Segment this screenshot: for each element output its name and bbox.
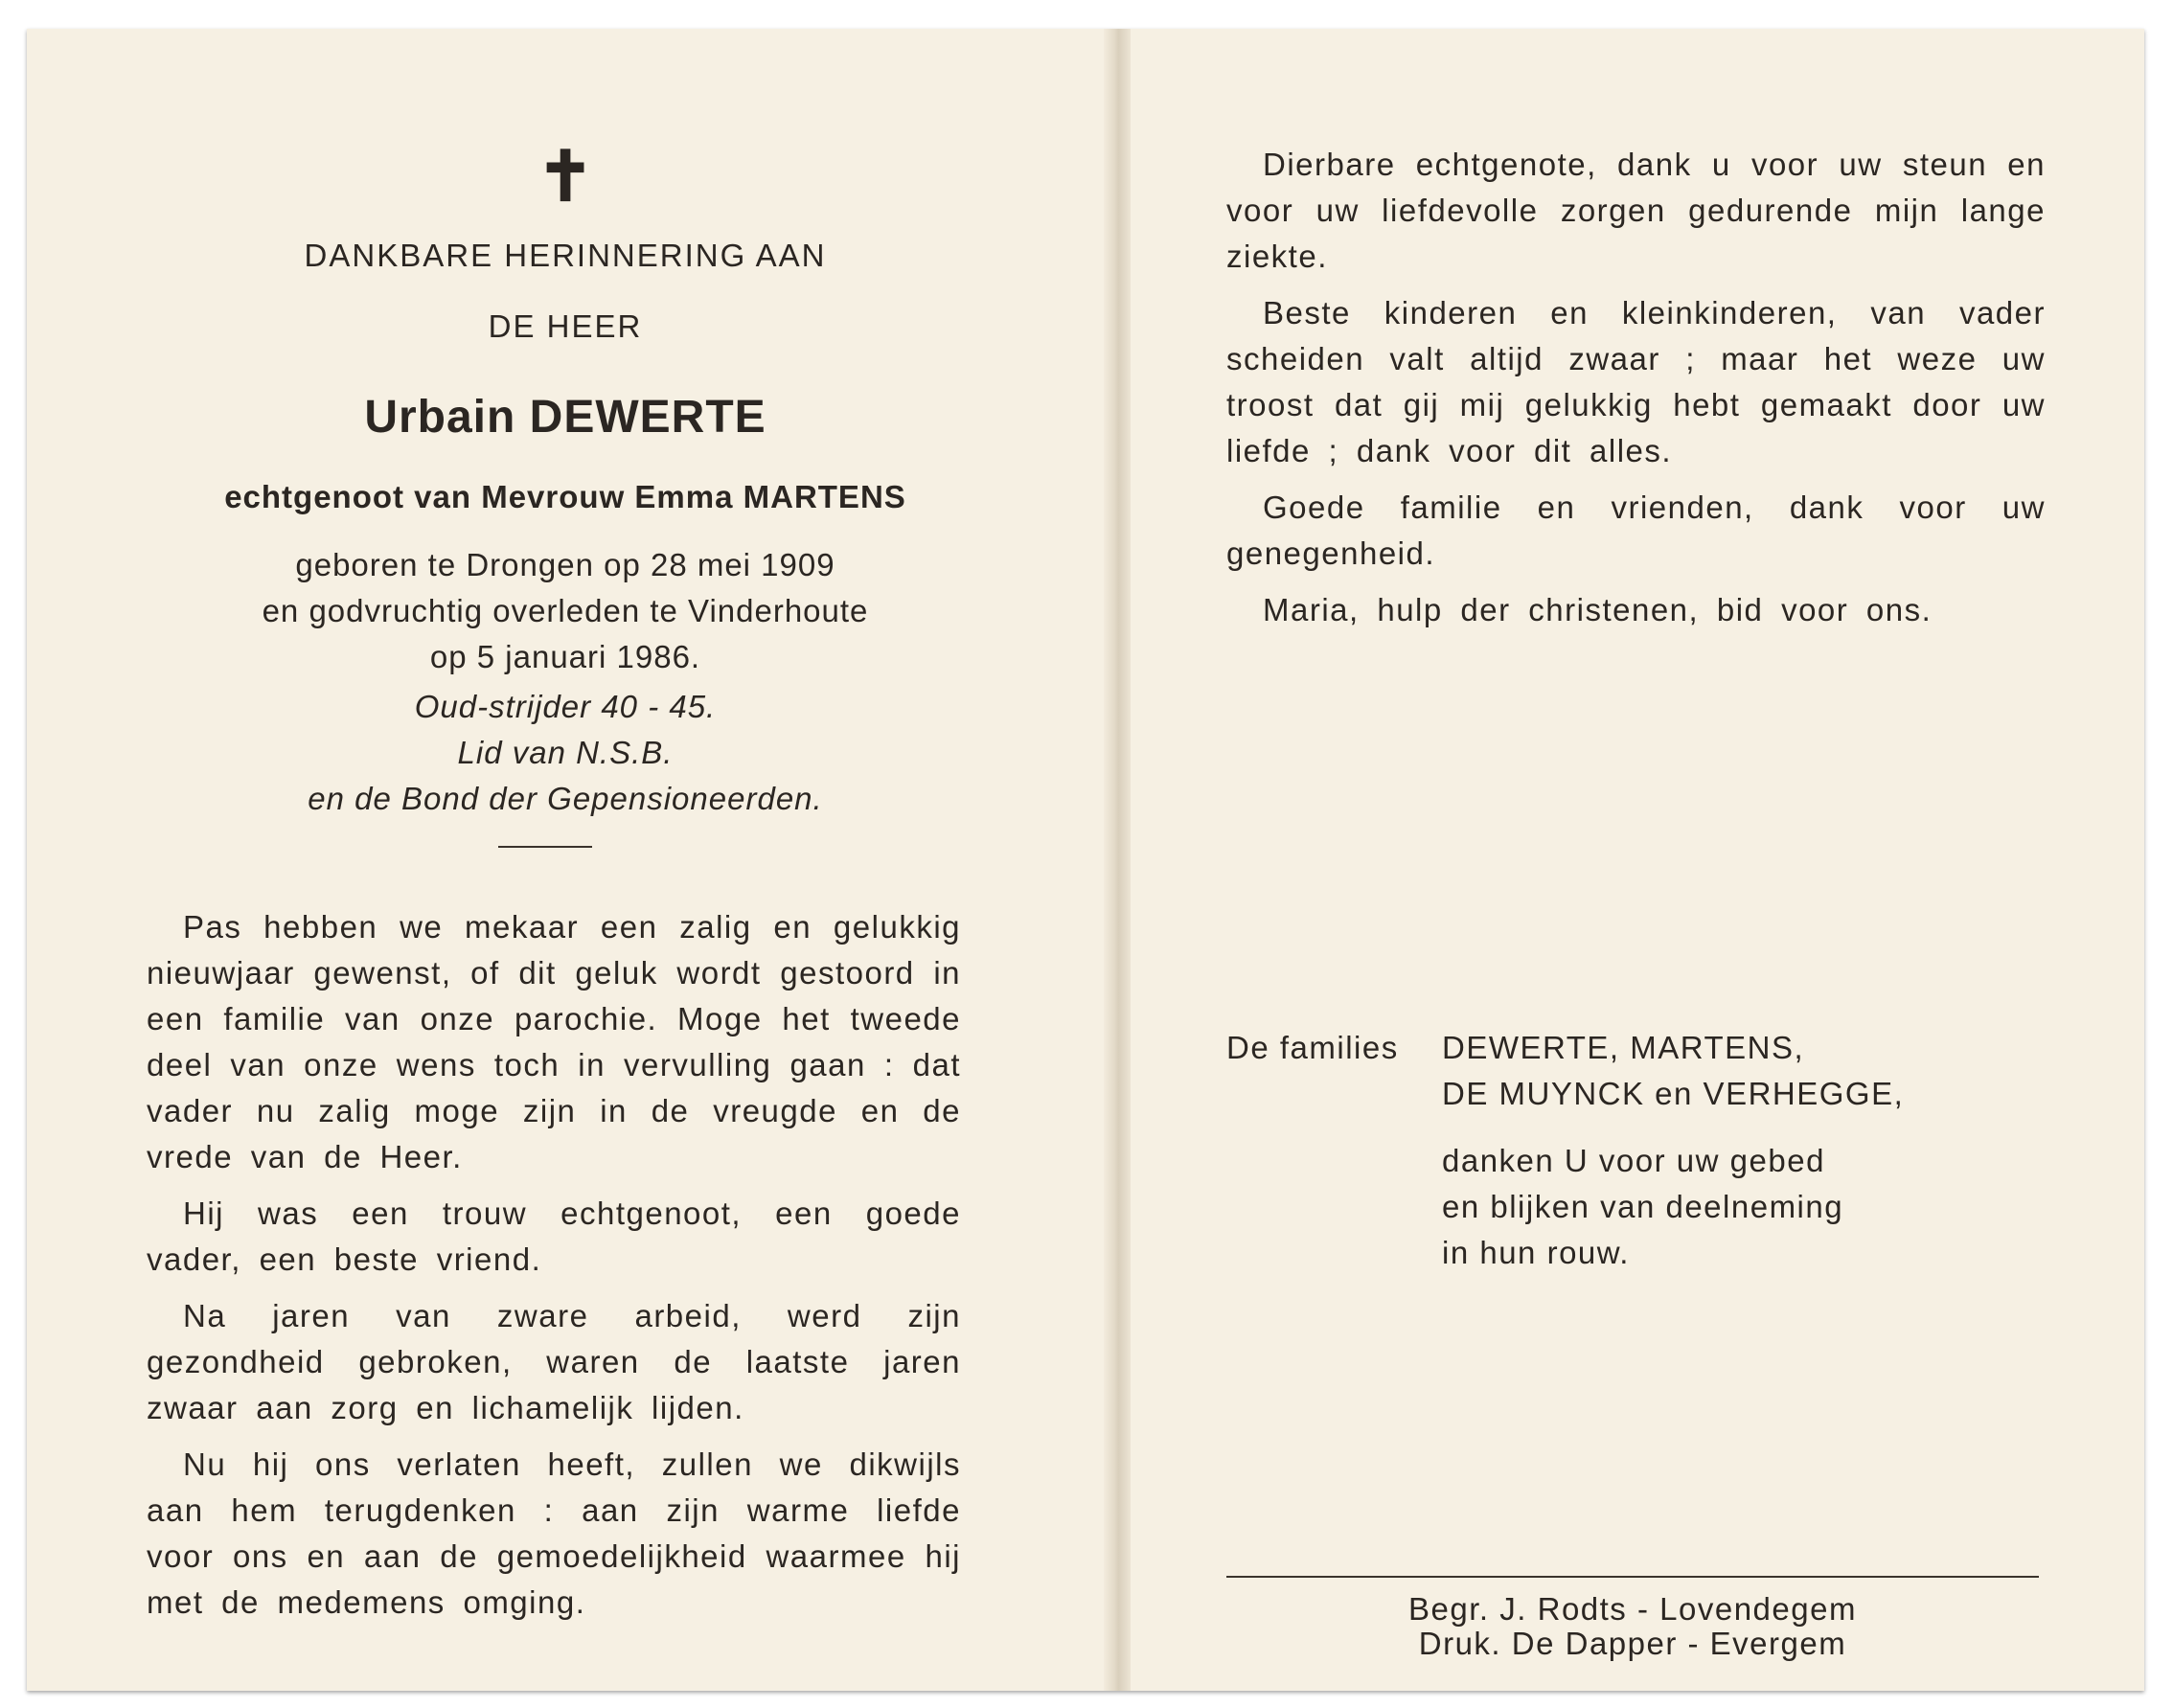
paragraph: Dierbare echtgenote, dank u voor uw steun en voor uw liefdevolle zorgen gedurende mijn lange ziekte. — [1226, 147, 2046, 274]
footer-divider — [1226, 1576, 2039, 1578]
life-line: geboren te Drongen op 28 mei 1909 — [295, 547, 835, 582]
paragraph: Pas hebben we mekaar een zalig en gelukkig nieuwjaar gewenst, of dit geluk wordt gestoord in een familie van onze parochie. Moge het tweede deel van onze wens toch in vervulling gaan : dat vader nu zalig moge zijn in de vreugde en de vrede van de Heer. — [147, 909, 961, 1174]
undertaker-line: Begr. J. Rodts - Lovendegem — [1408, 1591, 1857, 1627]
left-panel — [27, 29, 1104, 1691]
paragraph: Hij was een trouw echtgenoot, een goede vader, een beste vriend. — [147, 1196, 961, 1277]
families-line: DE MUYNCK en VERHEGGE, — [1442, 1076, 1905, 1111]
heading-title: DE HEER — [488, 308, 643, 344]
thanks-line: in hun rouw. — [1442, 1235, 1630, 1270]
paragraph: Maria, hulp der christenen, bid voor ons. — [1263, 592, 1933, 627]
membership-line: en de Bond der Gepensioneerden. — [308, 781, 823, 816]
divider — [498, 846, 592, 848]
thanks-line: danken U voor uw gebed — [1442, 1143, 1825, 1178]
printer-credits — [1226, 1592, 2039, 1661]
paragraph: Beste kinderen en kleinkinderen, van vader scheiden valt altijd zwaar ; maar het weze uw troost dat gij mij gelukkig hebt gemaakt door uw liefde ; dank voor dit alles. — [1226, 295, 2046, 468]
card-fold — [1104, 29, 1131, 1691]
membership-line: Lid van N.S.B. — [457, 735, 674, 770]
paragraph: Nu hij ons verlaten heeft, zullen we dikwijls aan hem terugdenken : aan zijn warme liefde voor ons en aan de gemoedelijkheid waarmee hij met de medemens omging. — [147, 1446, 961, 1620]
thanks-block — [1442, 1138, 1843, 1276]
life-details — [27, 542, 1104, 680]
families-line: DEWERTE, MARTENS, — [1442, 1030, 1805, 1065]
families-label: De families — [1226, 1030, 1399, 1065]
printer-line: Druk. De Dapper - Evergem — [1418, 1626, 1847, 1661]
memberships — [27, 684, 1104, 822]
paragraph: Na jaren van zware arbeid, werd zijn gezondheid gebroken, waren de laatste jaren zwaar aan zorg en lichamelijk lijden. — [147, 1298, 961, 1425]
paragraph: Goede familie en vrienden, dank voor uw genegenheid. — [1226, 490, 2046, 571]
heading-remembrance: DANKBARE HERINNERING AAN — [304, 238, 827, 273]
spouse-line: echtgenoot van Mevrouw Emma MARTENS — [224, 479, 906, 514]
cross-icon: ✝ — [536, 135, 595, 216]
families-names — [1442, 1025, 1904, 1117]
deceased-name: Urbain DEWERTE — [364, 392, 766, 443]
left-text-body — [147, 904, 961, 1636]
right-text-body — [1226, 142, 2046, 644]
memorial-card — [27, 29, 2144, 1691]
membership-line: Oud-strijder 40 - 45. — [414, 689, 717, 724]
right-panel — [1131, 29, 2144, 1691]
life-line: op 5 januari 1986. — [429, 639, 701, 674]
thanks-line: en blijken van deelneming — [1442, 1189, 1844, 1224]
life-line: en godvruchtig overleden te Vinderhoute — [262, 593, 869, 628]
